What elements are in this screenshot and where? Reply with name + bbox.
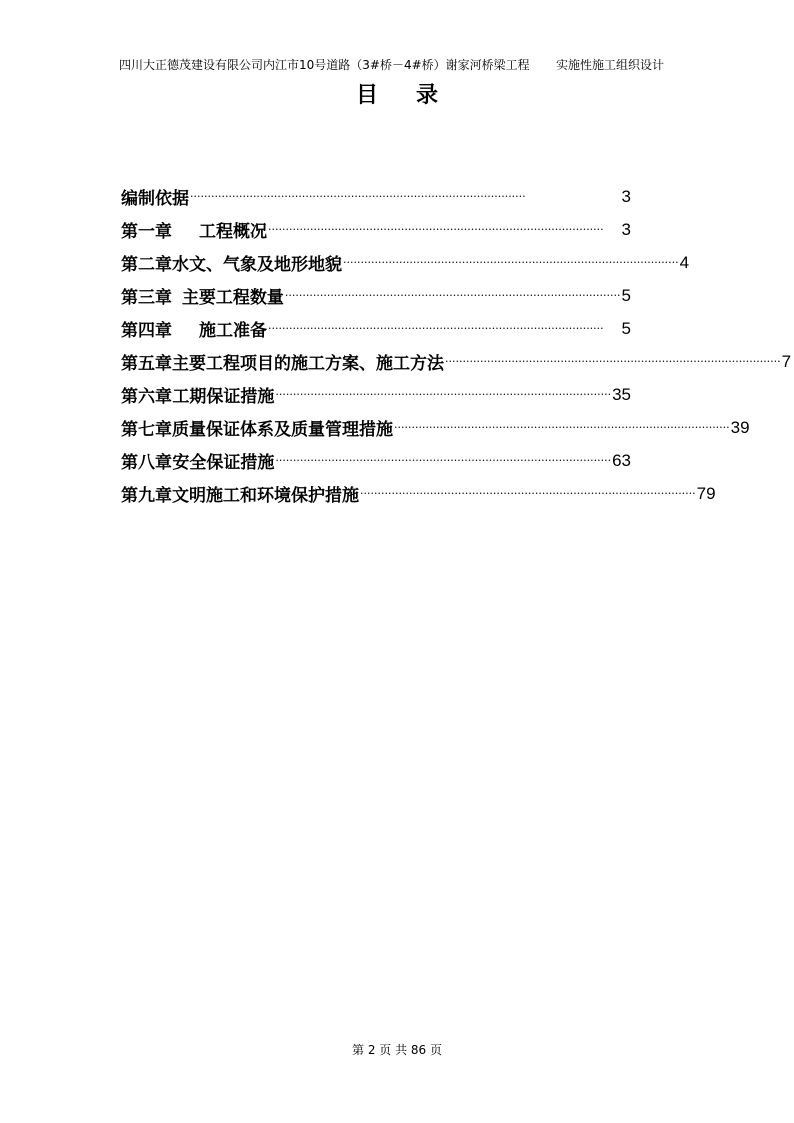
toc-entry-label: 安全保证措施 (172, 453, 275, 473)
toc-entry-chapter-3[interactable] (121, 279, 631, 312)
table-of-contents (121, 180, 792, 510)
toc-dot-leader: ································································································ (268, 223, 604, 236)
toc-chapter-number: 第三章 (121, 288, 172, 308)
toc-dot-leader: ································································································ (343, 256, 679, 269)
toc-entry-label: 主要工程项目的施工方案、施工方法 (172, 354, 444, 374)
toc-entry-chapter-4[interactable] (121, 312, 631, 345)
toc-entry-label: 水文、气象及地形地貌 (172, 255, 342, 275)
toc-chapter-number: 第四章 (121, 321, 172, 341)
toc-entry-basis[interactable] (121, 180, 631, 213)
toc-page-number: 39 (730, 417, 750, 437)
toc-dot-leader: ································································································ (275, 388, 612, 401)
toc-chapter-number: 第五章 (121, 354, 172, 374)
toc-page-number: 5 (621, 285, 631, 305)
toc-dot-leader: ································································································ (445, 355, 781, 368)
toc-entry-label: 编制依据 (121, 189, 189, 209)
toc-entry-chapter-6[interactable] (121, 378, 631, 411)
toc-entry-chapter-2[interactable] (121, 246, 690, 279)
toc-page-number: 4 (679, 252, 690, 272)
toc-chapter-number: 第七章 (121, 420, 172, 440)
toc-dot-leader: ································································································ (268, 322, 604, 335)
header-project-name: 四川大正德茂建设有限公司内江市10号道路（3#桥－4#桥）谢家河桥梁工程 (119, 58, 530, 72)
toc-chapter-number: 第一章 (121, 222, 172, 242)
toc-dot-leader: ································································································ (284, 289, 621, 302)
toc-page-number: 35 (612, 384, 631, 404)
toc-entry-label: 施工准备 (199, 321, 267, 341)
toc-page-number: 3 (621, 186, 631, 206)
header-document-type: 实施性施工组织设计 (556, 58, 665, 72)
toc-entry-label: 工期保证措施 (172, 387, 275, 407)
toc-chapter-number: 第九章 (121, 486, 172, 506)
toc-entry-label: 文明施工和环境保护措施 (172, 486, 359, 506)
toc-entry-chapter-9[interactable] (121, 477, 716, 510)
toc-dot-leader: ································································································ (190, 190, 526, 203)
toc-page-number: 63 (612, 450, 631, 470)
page-footer: 第 2 页 共 86 页 (352, 1043, 442, 1057)
toc-entry-chapter-7[interactable] (121, 411, 750, 444)
toc-entry-label: 质量保证体系及质量管理措施 (172, 420, 393, 440)
toc-dot-leader: ································································································ (394, 421, 730, 434)
toc-dot-leader: ································································································ (360, 487, 696, 500)
toc-page-number: 3 (621, 219, 631, 239)
toc-dot-leader: ································································································ (275, 454, 612, 467)
toc-entry-chapter-8[interactable] (121, 444, 631, 477)
toc-chapter-number: 第八章 (121, 453, 172, 473)
toc-entry-chapter-1[interactable] (121, 213, 631, 246)
toc-chapter-number: 第六章 (121, 387, 172, 407)
toc-entry-label: 主要工程数量 (181, 288, 284, 308)
toc-entry-chapter-5[interactable] (121, 345, 792, 378)
toc-page-number: 7 (781, 351, 792, 371)
toc-entry-label: 工程概况 (199, 222, 267, 242)
toc-chapter-number: 第二章 (121, 255, 172, 275)
page-title: 目录 (355, 82, 476, 108)
toc-page-number: 79 (696, 483, 716, 503)
toc-page-number: 5 (621, 318, 631, 338)
